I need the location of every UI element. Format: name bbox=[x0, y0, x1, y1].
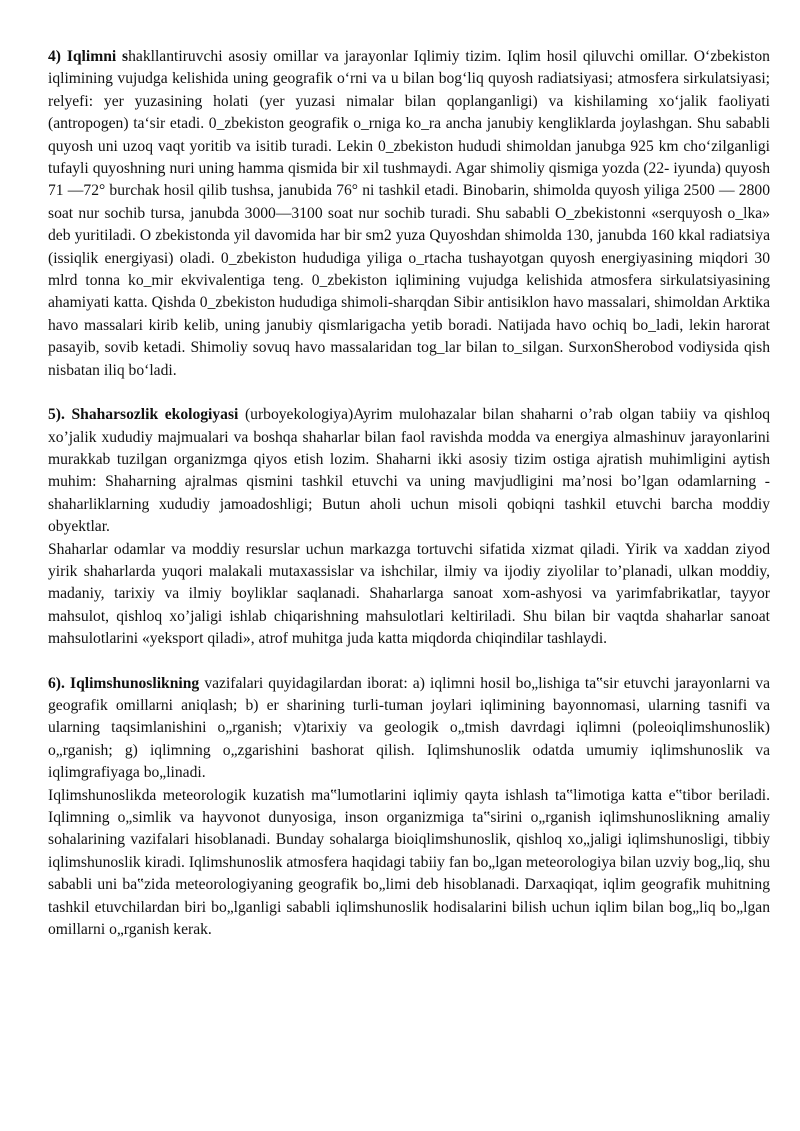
section-climate-factors bbox=[48, 46, 770, 382]
section-5-heading: 5). Shaharsozlik ekologiyasi bbox=[48, 406, 239, 424]
section-6-heading: 6). Iqlimshunoslikning bbox=[48, 674, 200, 692]
section-4-heading: 4) Iqlimni s bbox=[48, 48, 129, 65]
section-climatology bbox=[48, 673, 770, 942]
section-spacer bbox=[48, 382, 770, 404]
section-4-body: hakllantiruvchi asosiy omillar va jarayonlar Iqlimiy tizim. Iqlim hosil qiluvchi omillar. O‘zbekiston iqlimining vujudga kelishida uning geografik o‘rni va u bilan bog‘liq quyosh radiatsiyasi; atmosfera sirkulatsiyasi; relyefi: yer yuzasining holati (yer yuzasi nimalar bilan qoplanganligi) va kishilaming xo‘jalik faoliyati (antropogen) ta‘sir etadi. 0_zbekiston geografik o_rniga ko_ra ancha janubiy kengliklarda joylashgan. Shu sababli quyosh uni uzoq vaqt yoritib va isitib turadi. Lekin 0_zbekiston hududi shimoldan janubga 925 km cho‘zilganligi tufayli quyoshning nuri uning hamma qismida bir xil tushmaydi. Agar shimoliy qismiga yozda (22- iyunda) quyosh 71 —72° burchak hosil qilib tushsa, janubida 76° ni tashkil etadi. Binobarin, shimolda quyosh yiliga 2500 — 2800 soat nur sochib tursa, janubda 3000—3100 soat nur sochib turadi. Shu sababli O_zbekistonni «serquyosh o_lka» deb yuritiladi. O zbekistonda yil davomida har bir sm2 yuza Quyoshdan shimolda 130, janubda 160 kkal radiatsiya (issiqlik energiyasi) oladi. 0_zbekiston hududiga yiliga o_rtacha tushayotgan quyosh energiyasining miqdori 30 mlrd tonna ko_mir ekvivalentiga teng. 0_zbekiston iqlimining vujudga kelishida atmosfera sirkulatsiyasining ahamiyati katta. Qishda 0_zbekiston hududiga shimoli-sharqdan Sibir antisiklon havo massalari, shimoldan Arktika havo massalari kirib kelib, uning janubiy qismlarigacha yetib boradi. Natijada havo ochiq bo_ladi, lekin harorat pasayib, sovib ketadi. Shimoliy sovuq havo massalaridan tog_lar bilan to_silgan. SurxonSherobod vodiysida qish nisbatan iliq bo‘ladi. bbox=[48, 48, 770, 379]
section-5-paragraph-1 bbox=[48, 404, 770, 538]
section-6-paragraph-2: Iqlimshunoslikda meteorologik kuzatish ma‟lumotlarini iqlimiy qayta ishlash ta‟limotiga katta e‟tibor beriladi. Iqlimning o„simlik va hayvonot dunyosiga, inson organizmiga ta‟sirini o„rganish iqlimshunoslikning amaliy sohalarining vazifalari hisoblanadi. Bunday sohalarga bioiqlimshunoslik, qishloq xo„jaligi iqlimshunosligi, tibbiy iqlimshunoslik kiradi. Iqlimshunoslik atmosfera haqidagi tabiiy fan bo„lgan meteorologiya bilan uzviy bog„liq, shu sababli uni ba‟zida meteorologiyaning geografik bo„limi deb hisoblanadi. Darxaqiqat, iqlim geografik muhitning tashkil etuvchilardan biri bo„lganligi sababli iqlimshunoslik hodisalarini bilish uchun iqlim bilan bog„liq bo„lgan omillarni o„rganish kerak. bbox=[48, 786, 770, 939]
section-6-body-1: vazifalari quyidagilardan iborat: a) iqlimni hosil bo„lishiga ta‟sir etuvchi jarayonlarni va geografik omillarni aniqlash; b) er sharining turli-tuman joylari iqlimining bayonnomasi, ularning tasnifi va ularning taqsimlanishini o„rganish; v)tarixiy va geologik o„tmish davrdagi iqlimni (poleoiqlimshunoslik) o„rganish; g) iqlimning o„zgarishini bashorat qilish. Iqlimshunoslik odatda umumiy iqlimshunoslik va iqlimgrafiyaga bo„linadi. bbox=[48, 674, 771, 782]
section-6-paragraph-1 bbox=[48, 673, 770, 785]
section-spacer bbox=[48, 651, 770, 673]
section-4-paragraph-1 bbox=[48, 46, 770, 382]
section-5-body-1: (urboyekologiya)Ayrim mulohazalar bilan shaharni o’rab olgan tabiiy va qishloq xo’jalik xududiy majmualari va boshqa shaharlar bilan faol ravishda modda va energiya almashinuv jarayonlarini murakkab tuzilgan organizmga qiyos etish lozim. Shaharni ikki asosiy tizim ostiga ajratish muhimligini aytish muhim: Shaharning ajralmas qismini tashkil etuvchi va uning mavjudligini ma’nosi bo’lgan odamlarning - shaharliklarning xududiy jamoadoshligi; Butun aholi uchun misoli qobiqni tashkil etuvchi barcha moddiy obyektlar. bbox=[48, 406, 770, 536]
section-urban-ecology bbox=[48, 404, 770, 650]
section-5-paragraph-2: Shaharlar odamlar va moddiy resurslar uchun markazga tortuvchi sifatida xizmat qiladi. Yirik va xaddan ziyod yirik shaharlarda yuqori malakali mutaxassislar va ishchilar, ilmiy va ijodiy ziyolilar to’planadi, ulkan moddiy, madaniy, tarixiy va ilmiy boyliklar saqlanadi. Shaharlarga sanoat xom-ashyosi va yarimfabrikatlar, tayyor mahsulot, qishloq xo’jaligi ishlab chiqarishning mahsulotlari keltiriladi. Shu bilan bir vaqtda shaharlar sanoat mahsulotlarini «yeksport qiladi», atrof muhitga juda katta miqdorda chiqindilar tashlaydi. bbox=[48, 540, 770, 648]
